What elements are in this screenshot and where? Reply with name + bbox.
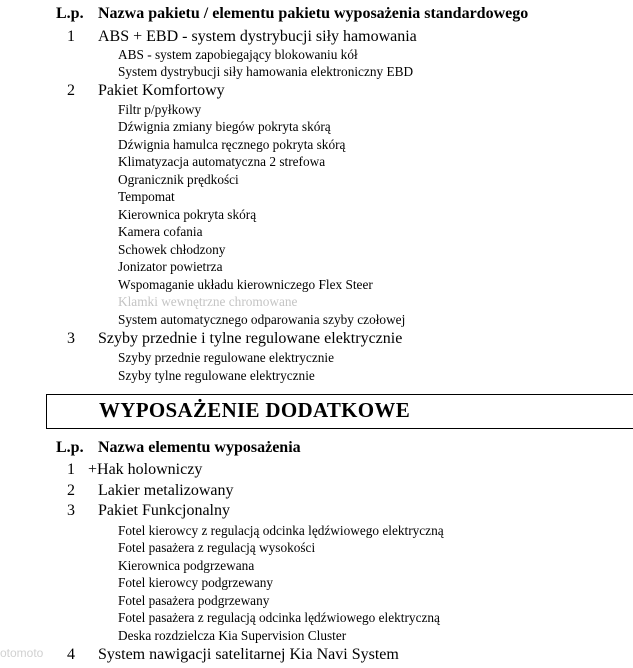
package-title: Pakiet Komfortowy xyxy=(98,82,225,99)
banner-title: WYPOSAŻENIE DODATKOWE xyxy=(99,398,411,422)
package-subitem: Szyby przednie regulowane elektrycznie xyxy=(118,350,334,365)
package-subitem: Klimatyzacja automatyczna 2 strefowa xyxy=(118,154,326,169)
package-subitem: System automatycznego odparowania szyby czołowej xyxy=(118,312,406,327)
section1-title-header: Nazwa pakietu / elementu pakietu wyposażenia standardowego xyxy=(98,5,529,22)
package-subitem: Kamera cofania xyxy=(118,224,203,239)
package-subitem: Deska rozdzielcza Kia Supervision Cluster xyxy=(118,628,347,643)
package-title: ABS + EBD - system dystrybucji siły hamowania xyxy=(98,28,417,45)
item-number: 2 xyxy=(67,482,75,499)
package-subitem-faded: Klamki wewnętrzne chromowane xyxy=(118,294,298,309)
package-subitem: Ogranicznik prędkości xyxy=(118,172,239,187)
package-subitem: Fotel kierowcy podgrzewany xyxy=(118,575,274,590)
item-number: 1 xyxy=(67,28,75,45)
equipment-title: Pakiet Funkcjonalny xyxy=(98,502,230,519)
package-subitem: ABS - system zapobiegający blokowaniu kół xyxy=(118,47,358,62)
package-subitem: Tempomat xyxy=(118,189,175,204)
package-subitem: Fotel pasażera podgrzewany xyxy=(118,593,270,608)
package-subitem: Kierownica pokryta skórą xyxy=(118,207,257,222)
item-number: 3 xyxy=(67,330,75,347)
section-banner xyxy=(46,394,633,429)
package-subitem: Wspomaganie układu kierowniczego Flex Steer xyxy=(118,277,373,292)
item-number: 2 xyxy=(67,82,75,99)
section2-lp-header: L.p. xyxy=(56,439,84,456)
package-subitem: Szyby tylne regulowane elektrycznie xyxy=(118,368,315,383)
package-subitem: Schowek chłodzony xyxy=(118,242,226,257)
item-number: 1 xyxy=(67,461,75,478)
package-subitem: Fotel pasażera z regulacją odcinka lędźwiowego elektryczną xyxy=(118,610,440,625)
package-subitem: Filtr p/pyłkowy xyxy=(118,102,202,117)
item-number: 4 xyxy=(67,646,75,663)
package-subitem: Jonizator powietrza xyxy=(118,259,223,274)
package-subitem: System dystrybucji siły hamowania elektroniczny EBD xyxy=(118,64,414,79)
package-subitem: Fotel pasażera z regulacją wysokości xyxy=(118,540,316,555)
package-subitem: Dźwignia zmiany biegów pokryta skórą xyxy=(118,119,331,134)
equipment-title: Lakier metalizowany xyxy=(98,482,234,499)
package-subitem: Kierownica podgrzewana xyxy=(118,558,255,573)
equipment-title: System nawigacji satelitarnej Kia Navi System xyxy=(98,646,399,663)
package-subitem: Dźwignia hamulca ręcznego pokryta skórą xyxy=(118,137,346,152)
watermark: otomoto xyxy=(0,646,44,660)
section2-title-header: Nazwa elementu wyposażenia xyxy=(98,439,301,456)
section1-lp-header: L.p. xyxy=(56,5,84,22)
package-title: Szyby przednie i tylne regulowane elektrycznie xyxy=(98,330,403,347)
package-subitem: Fotel kierowcy z regulacją odcinka lędźwiowego elektryczną xyxy=(118,523,444,538)
equipment-title: +Hak holowniczy xyxy=(88,461,203,478)
item-number: 3 xyxy=(67,502,75,519)
